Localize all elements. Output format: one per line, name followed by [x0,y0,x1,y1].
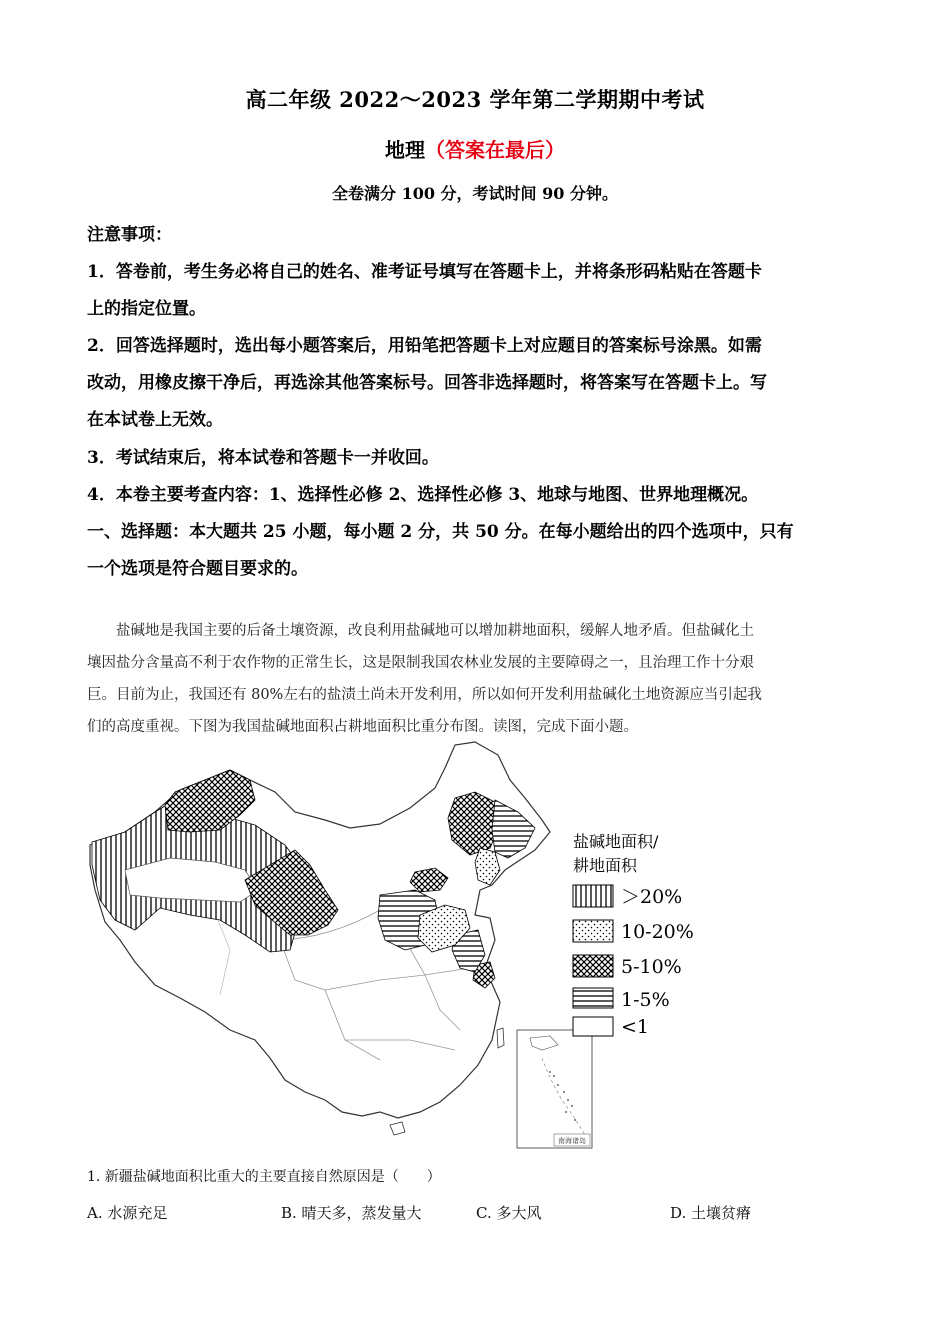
legend-label: ＞20% [621,886,683,908]
legend-label: 1-5% [621,989,670,1011]
option-a: A. 水源充足 [87,1204,168,1222]
legend-swatch-crosshatch [573,955,613,977]
notes-heading: 注意事项： [87,225,172,245]
option-b: B. 晴天多，蒸发量大 [281,1204,422,1222]
note-line: 2．回答选择题时，选出每小题答案后，用铅笔把答题卡上对应题目的答案标号涂黑。如需 [87,336,762,356]
option-c: C. 多大风 [476,1204,542,1222]
subject-note: （答案在最后） [425,138,565,162]
legend-swatch-blank [573,1017,613,1036]
legend-swatch-dotted [573,920,613,942]
note-line: 改动，用橡皮擦干净后，再选涂其他答案标号。回答非选择题时，将答案写在答题卡上。写 [87,373,767,393]
exam-subject [0,134,950,163]
legend-label: 10-20% [621,921,694,943]
note-line: 3．考试结束后，将本试卷和答题卡一并收回。 [87,448,439,468]
question-stem: 1. 新疆盐碱地面积比重大的主要直接自然原因是（ ） [87,1169,441,1185]
passage-line: 们的高度重视。下图为我国盐碱地面积占耕地面积比重分布图。读图，完成下面小题。 [87,719,638,735]
note-line: 1．答卷前，考生务必将自己的姓名、准考证号填写在答题卡上，并将条形码粘贴在答题卡 [87,262,762,282]
legend-swatch-vertical [573,885,613,907]
passage-line: 巨。目前为止，我国还有 80%左右的盐渍土尚未开发利用，所以如何开发利用盐碱化土地资源应当引起我 [87,687,762,703]
saline-land-map [80,740,720,1160]
exam-title: 高二年级 2022～2023 学年第二学期期中考试 [245,87,705,112]
section-heading-cont: 一个选项是符合题目要求的。 [87,559,308,579]
note-line: 4．本卷主要考查内容：1、选择性必修 2、选择性必修 3、地球与地图、世界地理概况。 [87,485,759,505]
inset-label: 南海诸岛 [558,1137,586,1145]
legend-title-cont: 耕地面积 [573,856,638,875]
south-china-sea-inset [517,1030,592,1148]
subject-name: 地理 [385,138,425,162]
legend-label: <1 [621,1016,650,1038]
note-line: 在本试卷上无效。 [87,410,223,430]
score-line: 全卷满分 100 分，考试时间 90 分钟。 [332,184,618,203]
legend-title: 盐碱地面积/ [573,832,659,851]
legend-swatch-horizontal [573,988,613,1008]
section-heading: 一、选择题：本大题共 25 小题，每小题 2 分，共 50 分。在每小题给出的四个选项中，只有 [87,522,794,542]
passage-line: 盐碱地是我国主要的后备土壤资源，改良利用盐碱地可以增加耕地面积，缓解人地矛盾。但盐碱化土 [116,623,754,639]
passage-line: 壤因盐分含量高不利于农作物的正常生长，这是限制我国农林业发展的主要障碍之一，且治理工作十分艰 [87,655,754,671]
option-d: D. 土壤贫瘠 [670,1204,752,1222]
legend-label: 5-10% [621,956,682,978]
note-line: 上的指定位置。 [87,299,206,319]
